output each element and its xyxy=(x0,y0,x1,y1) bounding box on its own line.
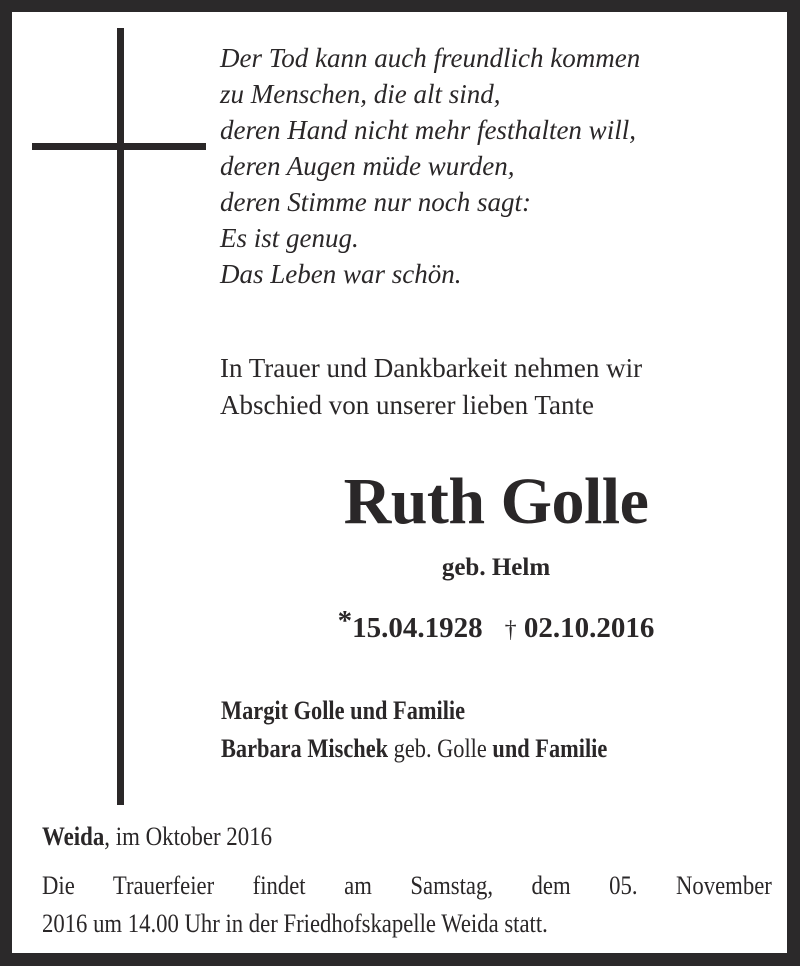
poem xyxy=(220,40,640,292)
poem-line: deren Augen müde wurden, xyxy=(220,151,515,181)
poem-line: deren Stimme nur noch sagt: xyxy=(220,187,531,217)
birth-star-icon: * xyxy=(337,605,353,637)
deceased-name: Ruth Golle xyxy=(343,465,649,538)
mourner-name: Barbara Mischek xyxy=(221,734,389,763)
birth-date: 15.04.1928 xyxy=(352,612,483,644)
maiden-name: geb. Helm xyxy=(441,554,551,581)
date-text: , im Oktober 2016 xyxy=(104,822,273,851)
place-name: Weida xyxy=(42,822,105,851)
service-line: Die Trauerfeier findet am Samstag, dem 05. November xyxy=(42,871,772,900)
cross-icon-horizontal-bar xyxy=(32,143,206,150)
poem-line: Es ist genug. xyxy=(220,223,359,253)
mourner-name: Margit Golle und Familie xyxy=(221,696,466,725)
death-dagger-icon: † xyxy=(504,617,517,643)
poem-line: zu Menschen, die alt sind, xyxy=(220,79,501,109)
life-dates xyxy=(220,602,772,649)
obituary-card xyxy=(12,12,787,953)
intro-line: In Trauer und Dankbarkeit nehmen wir xyxy=(220,353,643,383)
poem-line: Der Tod kann auch freundlich kommen xyxy=(220,43,641,73)
intro-text xyxy=(220,350,642,424)
mourner-line xyxy=(221,730,607,768)
place-date xyxy=(42,820,272,854)
mourner-maiden-name: geb. Golle xyxy=(388,734,493,763)
poem-line: deren Hand nicht mehr festhalten will, xyxy=(220,115,636,145)
mourner-family: und Familie xyxy=(492,734,608,763)
poem-line: Das Leben war schön. xyxy=(220,259,462,289)
mourner-line xyxy=(221,692,607,730)
death-date: 02.10.2016 xyxy=(523,612,655,644)
service-line: 2016 um 14.00 Uhr in der Friedhofskapelle Weida statt. xyxy=(42,909,548,938)
funeral-service-notice xyxy=(42,867,772,943)
intro-line: Abschied von unserer lieben Tante xyxy=(220,390,594,420)
mourners-list xyxy=(221,692,607,768)
